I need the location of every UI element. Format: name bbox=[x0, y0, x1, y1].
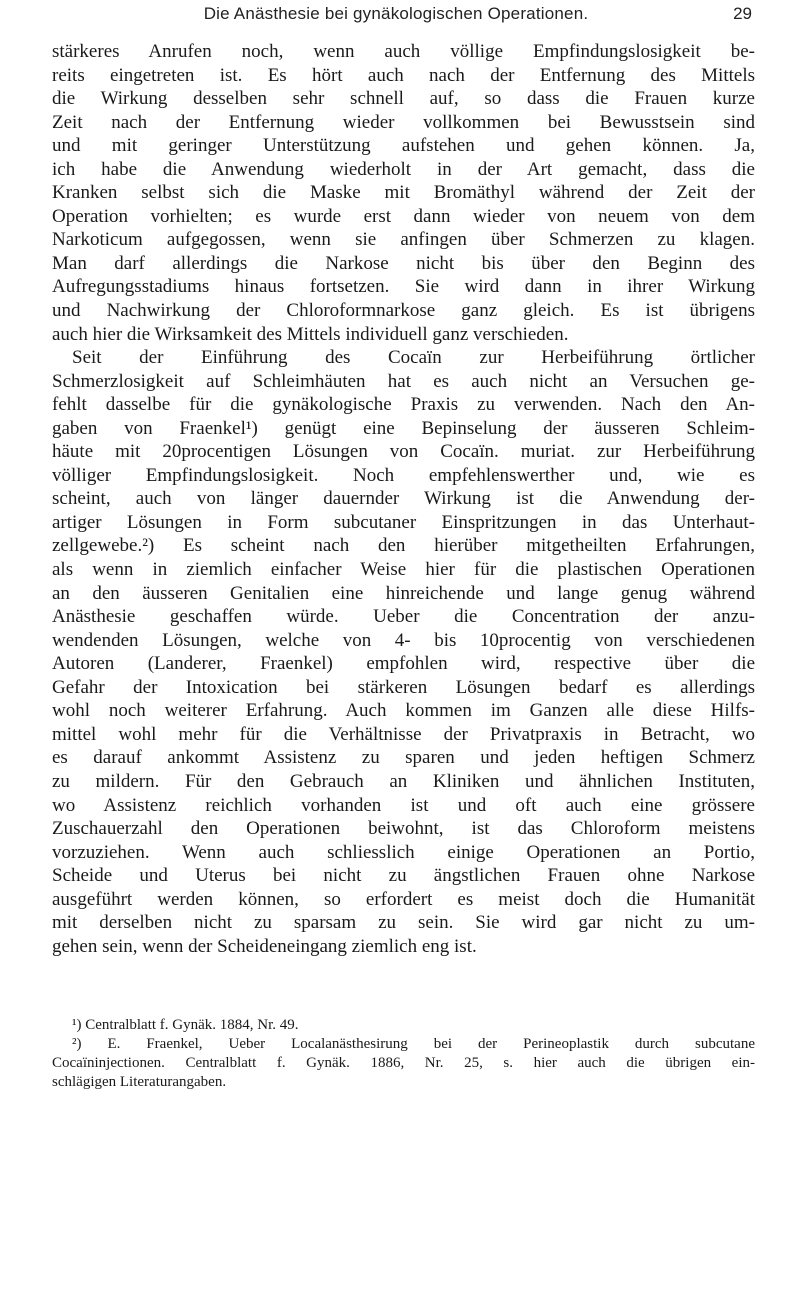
text-line: vorzuziehen. Wenn auch schliesslich einige Operationen an Portio, bbox=[52, 841, 755, 863]
text-line: Autoren (Landerer, Fraenkel) empfohlen wird, respective über die bbox=[52, 653, 755, 675]
text-line: völliger Empfindungslosigkeit. Noch empfehlenswerther und, wie es bbox=[52, 464, 755, 486]
text-line: Schmerzlosigkeit auf Schleimhäuten hat es auch nicht an Versuchen ge- bbox=[52, 370, 755, 392]
text-line: fehlt dasselbe für die gynäkologische Praxis zu verwenden. Nach den An- bbox=[52, 394, 755, 416]
header-title: Die Anästhesie bei gynäkologischen Operationen. bbox=[203, 4, 589, 23]
text-line: mittel wohl mehr für die Verhältnisse der Privatpraxis in Betracht, wo bbox=[52, 723, 755, 745]
footnote-line: ¹) Centralblatt f. Gynäk. 1884, Nr. 49. bbox=[72, 1017, 299, 1033]
text-line: ausgeführt werden können, so erfordert es meist doch die Humanität bbox=[52, 888, 755, 910]
text-line: Zeit nach der Entfernung wieder vollkommen bei Bewusstsein sind bbox=[52, 111, 755, 133]
text-line: Narkoticum aufgegossen, wenn sie anfingen über Schmerzen zu klagen. bbox=[52, 229, 755, 251]
footnotes bbox=[52, 1016, 755, 1092]
text-line: mit derselben nicht zu sparsam zu sein. Sie wird gar nicht zu um- bbox=[52, 912, 755, 934]
text-line: zellgewebe.²) Es scheint nach den hierüber mitgetheilten Erfahrungen, bbox=[52, 535, 755, 557]
text-line: Aufregungsstadiums hinaus fortsetzen. Sie wird dann in ihrer Wirkung bbox=[52, 276, 755, 298]
text-line: Kranken selbst sich die Maske mit Bromäthyl während der Zeit der bbox=[52, 182, 755, 204]
text-line: auch hier die Wirksamkeit des Mittels individuell ganz verschieden. bbox=[52, 323, 569, 345]
text-line: und mit geringer Unterstützung aufstehen und gehen können. Ja, bbox=[52, 135, 755, 157]
text-line: scheint, auch von länger dauernder Wirkung ist die Anwendung der- bbox=[52, 488, 755, 510]
text-line: zu mildern. Für den Gebrauch an Kliniken und ähnlichen Instituten, bbox=[52, 770, 755, 792]
text-line: und Nachwirkung der Chloroformnarkose ganz gleich. Es ist übrigens bbox=[52, 300, 755, 322]
text-line: reits eingetreten ist. Es hört auch nach der Entfernung des Mittels bbox=[52, 64, 755, 86]
text-line: ich habe die Anwendung wiederholt in der Art gemacht, dass die bbox=[52, 158, 755, 180]
text-line: Gefahr der Intoxication bei stärkeren Lösungen bedarf es allerdings bbox=[52, 676, 755, 698]
footnote-line: Cocaïninjectionen. Centralblatt f. Gynäk. 1886, Nr. 25, s. hier auch die übrigen ein- bbox=[52, 1055, 755, 1071]
running-header bbox=[40, 0, 752, 36]
text-line: Seit der Einführung des Cocaïn zur Herbeiführung örtlicher bbox=[72, 347, 755, 369]
text-line: an den äusseren Genitalien eine hinreichende und lange genug während bbox=[52, 582, 755, 604]
text-line: die Wirkung desselben sehr schnell auf, so dass die Frauen kurze bbox=[52, 88, 755, 110]
text-line: Zuschauerzahl den Operationen beiwohnt, ist das Chloroform meistens bbox=[52, 818, 755, 840]
text-line: Scheide und Uterus bei nicht zu ängstlichen Frauen ohne Narkose bbox=[52, 865, 755, 887]
text-line: gaben von Fraenkel¹) genügt eine Bepinselung der äusseren Schleim- bbox=[52, 417, 755, 439]
text-line: stärkeres Anrufen noch, wenn auch völlige Empfindungslosigkeit be- bbox=[52, 41, 755, 62]
text-line: Anästhesie geschaffen würde. Ueber die Concentration der anzu- bbox=[52, 606, 755, 628]
text-line: häute mit 20procentigen Lösungen von Cocaïn. muriat. zur Herbeiführung bbox=[52, 441, 755, 463]
text-line: es darauf ankommt Assistenz zu sparen und jeden heftigen Schmerz bbox=[52, 747, 755, 769]
text-line: wohl noch weiterer Erfahrung. Auch kommen im Ganzen alle diese Hilfs- bbox=[52, 700, 755, 722]
text-line: Operation vorhielten; es wurde erst dann wieder von neuem von dem bbox=[52, 205, 755, 227]
body-text bbox=[52, 40, 755, 958]
text-line: Man darf allerdings die Narkose nicht bis über den Beginn des bbox=[52, 252, 755, 274]
text-line: wendenden Lösungen, welche von 4- bis 10procentig von verschiedenen bbox=[52, 629, 755, 651]
text-line: als wenn in ziemlich einfacher Weise hier für die plastischen Operationen bbox=[52, 559, 755, 581]
footnote-line: schlägigen Literaturangaben. bbox=[52, 1074, 227, 1090]
footnote-line: ²) E. Fraenkel, Ueber Localanästhesirung bei der Perineoplastik durch subcutane bbox=[72, 1036, 755, 1052]
page-number: 29 bbox=[733, 4, 752, 23]
text-line: wo Assistenz reichlich vorhanden ist und oft auch eine grössere bbox=[52, 794, 755, 816]
text-line: artiger Lösungen in Form subcutaner Einspritzungen in das Unterhaut- bbox=[52, 511, 755, 533]
text-line: gehen sein, wenn der Scheideneingang ziemlich eng ist. bbox=[52, 935, 477, 957]
